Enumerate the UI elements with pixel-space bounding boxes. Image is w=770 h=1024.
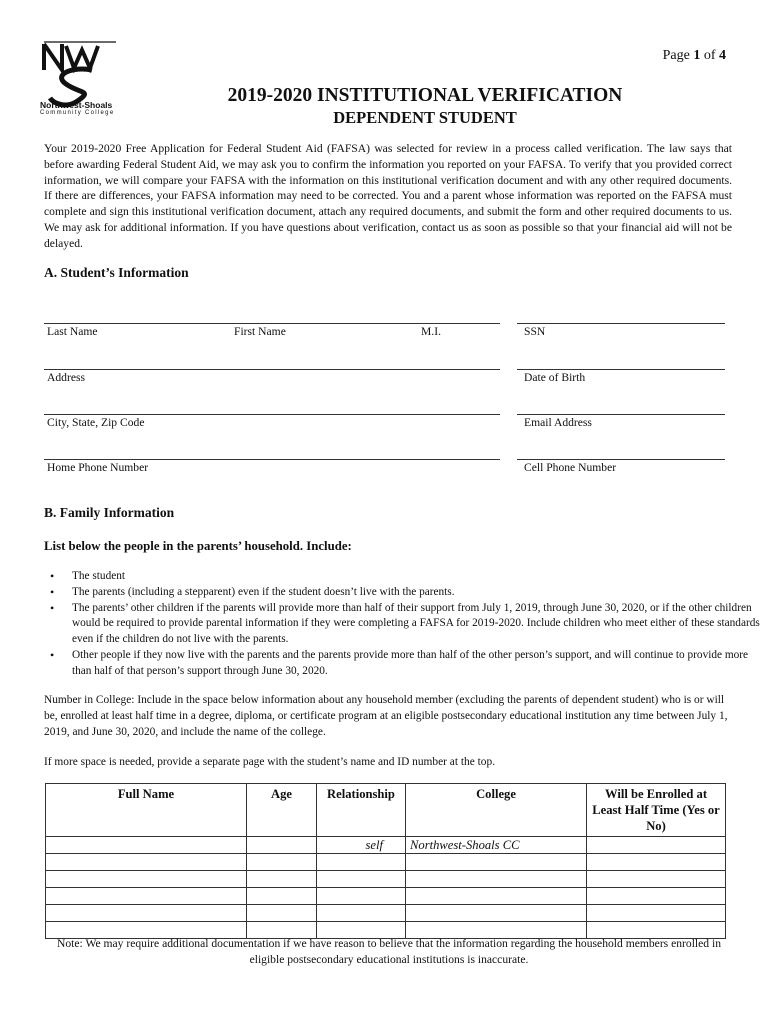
- page-number: Page 1 of 4: [662, 48, 726, 63]
- cell-relationship[interactable]: [317, 888, 406, 905]
- col-relationship: Relationship: [317, 784, 406, 837]
- document-subtitle: DEPENDENT STUDENT: [333, 108, 517, 127]
- household-bullet-list: [44, 569, 762, 680]
- cell-college[interactable]: [406, 905, 587, 922]
- address-line: [44, 369, 500, 370]
- logo-name: Northwest-Shoals: [40, 100, 113, 110]
- cell-college[interactable]: [406, 888, 587, 905]
- col-college: College: [406, 784, 587, 837]
- cell-age[interactable]: [247, 888, 317, 905]
- cell-relationship[interactable]: self: [317, 837, 406, 854]
- cell-enrolled[interactable]: [587, 854, 726, 871]
- section-a-heading: A. Student’s Information: [44, 265, 189, 280]
- document-title: 2019-2020 INSTITUTIONAL VERIFICATION: [227, 85, 623, 106]
- home-phone-line: [44, 459, 500, 460]
- col-full-name: Full Name: [46, 784, 247, 837]
- cell-phone-field[interactable]: Cell Phone Number: [524, 461, 617, 474]
- number-in-college-paragraph: Number in College: Include in the space below information about any household member (excluding the parents of dependent student) who is or will be, enrolled at least half time in a degree, diploma, or certificate program at an eligible postsecondary educational institution any time between July 1, 2019, and June 30, 2020, and include the name of the college.: [44, 694, 728, 738]
- logo-subname: Community College: [40, 110, 115, 116]
- ssn-field[interactable]: SSN: [524, 325, 546, 338]
- cell-age[interactable]: [247, 905, 317, 922]
- dob-field[interactable]: Date of Birth: [524, 371, 586, 384]
- cell-college[interactable]: [406, 871, 587, 888]
- household-table: [45, 783, 726, 939]
- table-row: [46, 854, 726, 871]
- cell-full-name[interactable]: [46, 905, 247, 922]
- table-row: [46, 871, 726, 888]
- cell-age[interactable]: [247, 837, 317, 854]
- first-name-field[interactable]: First Name: [234, 325, 286, 338]
- dob-line: [517, 369, 725, 370]
- mi-field[interactable]: M.I.: [421, 325, 441, 338]
- household-list-intro: List below the people in the parents’ household. Include:: [44, 539, 352, 553]
- cell-full-name[interactable]: [46, 871, 247, 888]
- intro-paragraph: Your 2019-2020 Free Application for Federal Student Aid (FAFSA) was selected for review in a process called verification. The law says that before awarding Federal Student Aid, we may ask you to confirm the information you reported on your FAFSA. To verify that you provided correct information, we will compare your FAFSA with the information on this institutional verification document and with any other required documents. If there are differences, your FAFSA information may need to be corrected. You and a parent whose information was reported on the FAFSA must complete and sign this institutional verification document, attach any required documents, and submit the form and other required documents to us. We may ask for additional information. If you have questions about verification, contact us as soon as possible so that your financial aid will not be delayed.: [44, 142, 732, 250]
- table-row: [46, 905, 726, 922]
- list-item: • Other people if they now live with the parents and the parents provide more than half of the other person’s support, and will continue to provide more than half of that person’s support through June 30, 2020.: [72, 648, 762, 680]
- cell-full-name[interactable]: [46, 854, 247, 871]
- table-row: [46, 837, 726, 854]
- cell-enrolled[interactable]: [587, 905, 726, 922]
- cell-age[interactable]: [247, 871, 317, 888]
- name-line: [44, 323, 500, 324]
- cell-relationship[interactable]: [317, 871, 406, 888]
- city-line: [44, 414, 500, 415]
- address-field[interactable]: Address: [47, 371, 85, 384]
- cell-enrolled[interactable]: [587, 888, 726, 905]
- more-space-note: If more space is needed, provide a separate page with the student’s name and ID number at the top.: [44, 756, 496, 768]
- col-enrolled: Will be Enrolled at Least Half Time (Yes or No): [587, 784, 726, 837]
- email-field[interactable]: Email Address: [524, 416, 592, 429]
- email-line: [517, 414, 725, 415]
- section-b-heading: B. Family Information: [44, 505, 175, 520]
- cell-college[interactable]: [406, 854, 587, 871]
- table-header-row: [46, 784, 726, 837]
- cell-enrolled[interactable]: [587, 871, 726, 888]
- list-item: • The parents (including a stepparent) even if the student doesn’t live with the parents.: [72, 585, 762, 601]
- cell-age[interactable]: [247, 854, 317, 871]
- table-row: [46, 888, 726, 905]
- cell-college[interactable]: Northwest-Shoals CC: [406, 837, 587, 854]
- footer-note: Note: We may require additional documentation if we have reason to believe that the information regarding the household members enrolled in eligible postsecondary educational institutions is inaccurate.: [57, 937, 721, 966]
- cell-relationship[interactable]: [317, 854, 406, 871]
- cell-phone-line: [517, 459, 725, 460]
- cell-enrolled[interactable]: [587, 837, 726, 854]
- cell-relationship[interactable]: [317, 905, 406, 922]
- cell-full-name[interactable]: [46, 888, 247, 905]
- ssn-line: [517, 323, 725, 324]
- list-item: • The parents’ other children if the parents will provide more than half of their support from July 1, 2019, through June 30, 2020, or if the other children would be required to provide parental information if they were completing a FAFSA for 2019-2020. Include children who meet either of these standards even if the children do not live with the parents.: [72, 601, 762, 648]
- last-name-field[interactable]: Last Name: [47, 325, 98, 338]
- city-state-zip-field[interactable]: City, State, Zip Code: [47, 416, 145, 429]
- cell-full-name[interactable]: [46, 837, 247, 854]
- home-phone-field[interactable]: Home Phone Number: [47, 461, 149, 474]
- list-item: • The student: [72, 569, 762, 585]
- col-age: Age: [247, 784, 317, 837]
